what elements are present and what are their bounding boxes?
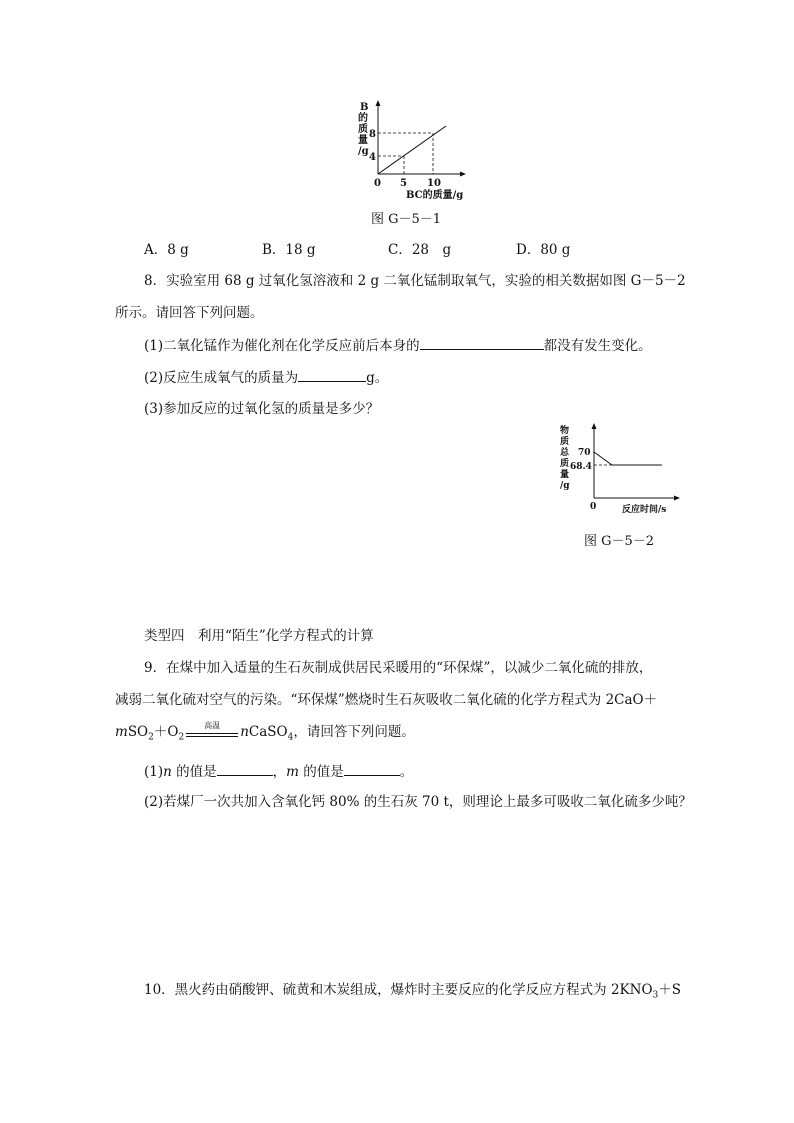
fig1-ylabel-4: /g bbox=[358, 146, 369, 157]
section4-title: 类型四 利用“陌生”化学方程式的计算 bbox=[144, 628, 374, 644]
fig1-xlabel: BC的质量/g bbox=[406, 190, 464, 201]
q8-line2: 所示。请回答下列问题。 bbox=[115, 305, 264, 321]
fig2-ylabel-4: 量 bbox=[560, 470, 570, 480]
q10-line1-sub3: 3 bbox=[652, 990, 659, 1001]
fig2-data-line bbox=[594, 452, 662, 465]
fig2-svg bbox=[556, 422, 684, 518]
fig2-ylabel-5: /g bbox=[560, 481, 570, 491]
fig2-ytick-68-4: 68.4 bbox=[570, 462, 592, 472]
q8-sub1-blank[interactable] bbox=[420, 337, 544, 350]
q9-sub1-blank-n[interactable] bbox=[217, 763, 273, 776]
q10-line1 bbox=[144, 978, 681, 1001]
q9-eq-tail: ，请回答下列问题。 bbox=[293, 724, 415, 740]
q7-option-a: A．8 g bbox=[144, 242, 189, 258]
q8-line1: 8．实验室用 68 g 过氧化氢溶液和 2 g 二氧化锰制取氧气，实验的相关数据如图 G－5－2 bbox=[144, 273, 686, 289]
q8-sub1-text-b: 都没有发生变化。 bbox=[543, 338, 652, 354]
fig1-ylabel-1: 的 bbox=[358, 113, 368, 124]
fig2-ytick-70: 70 bbox=[578, 448, 591, 458]
q9-eq-caso: CaSO bbox=[248, 724, 288, 740]
fig2-xlabel: 反应时间/s bbox=[622, 505, 667, 515]
fig1-ytick-8: 8 bbox=[369, 129, 376, 140]
q8-sub1 bbox=[144, 334, 652, 354]
q9-line1: 9．在煤中加入适量的生石灰制成供居民采暖用的“环保煤”，以减少二氧化硫的排放， bbox=[144, 660, 653, 676]
fig2-y-arrow bbox=[592, 423, 597, 429]
q9-sub1-text-a: (1) bbox=[144, 764, 164, 780]
q9-sub1-text-c: ， bbox=[272, 764, 287, 780]
q10-line1-text-a: 10．黑火药由硝酸钾、硫黄和木炭组成，爆炸时主要反应的化学反应方程式为 2KNO bbox=[144, 982, 653, 998]
q8-sub2-text-b: g。 bbox=[366, 370, 389, 386]
figure-g-5-1 bbox=[350, 96, 480, 206]
q9-sub1 bbox=[144, 760, 413, 780]
q8-sub2 bbox=[144, 366, 388, 386]
fig1-ylabel-0: B bbox=[360, 102, 369, 113]
fig1-xtick-10: 10 bbox=[427, 178, 441, 189]
fig2-origin: 0 bbox=[590, 502, 597, 512]
q8-sub3: (3)参加反应的过氧化氢的质量是多少？ bbox=[144, 401, 380, 417]
q7-option-d: D．80 g bbox=[516, 242, 571, 258]
fig1-svg bbox=[350, 96, 480, 206]
figure-g-5-2 bbox=[556, 422, 684, 518]
fig2-ylabel-0: 物 bbox=[560, 426, 570, 436]
q9-line2: 减弱二氧化硫对空气的污染。“环保煤”燃烧时生石灰吸收二氧化硫的化学方程式为 2CaO＋ bbox=[115, 692, 658, 708]
fig1-ytick-4: 4 bbox=[369, 152, 376, 163]
fig1-ylabel-3: 量 bbox=[358, 135, 368, 146]
q9-sub1-text-d: 的值是 bbox=[298, 764, 344, 780]
fig1-xtick-5: 5 bbox=[400, 178, 407, 189]
q9-sub1-n: n bbox=[163, 764, 172, 780]
fig2-x-arrow bbox=[674, 496, 680, 501]
q8-sub2-text-a: (2)反应生成氧气的质量为 bbox=[144, 370, 299, 386]
q9-eq-sub4: 4 bbox=[287, 732, 294, 743]
q9-eq-condition: 高温 bbox=[204, 720, 221, 730]
fig2-ylabel-3: 质 bbox=[560, 459, 570, 469]
q10-line1-text-b: ＋S bbox=[658, 982, 682, 998]
fig1-origin: 0 bbox=[374, 178, 381, 189]
fig1-y-arrow bbox=[376, 100, 381, 106]
fig2-ylabel-1: 质 bbox=[560, 437, 570, 447]
q9-sub1-text-e: 。 bbox=[399, 764, 414, 780]
q9-sub1-blank-m[interactable] bbox=[344, 763, 400, 776]
fig1-ylabel-2: 质 bbox=[358, 124, 368, 135]
q9-sub1-text-b: 的值是 bbox=[171, 764, 217, 780]
q8-sub1-text-a: (1)二氧化锰作为催化剂在化学反应前后本身的 bbox=[144, 338, 420, 354]
fig2-caption: 图 G－5－2 bbox=[584, 534, 655, 549]
q7-option-c: C．28 g bbox=[388, 242, 452, 258]
q9-eq-plus-o: ＋O bbox=[153, 724, 179, 740]
q9-eq-n: n bbox=[240, 724, 249, 740]
q9-eq-m: m bbox=[115, 724, 128, 740]
q9-eq-sub2b: 2 bbox=[178, 732, 185, 743]
fig2-ylabel-2: 总 bbox=[560, 448, 570, 458]
q9-equation bbox=[115, 720, 415, 743]
q9-sub2: (2)若煤厂一次共加入含氧化钙 80% 的生石灰 70 t，则理论上最多可吸收二氧化硫多少吨？ bbox=[144, 794, 692, 810]
q9-eq-sub2a: 2 bbox=[148, 732, 154, 743]
q9-sub1-m: m bbox=[286, 764, 299, 780]
reaction-equals-sign bbox=[186, 720, 238, 740]
q7-option-b: B．18 g bbox=[262, 242, 316, 258]
fig1-caption: 图 G－5－1 bbox=[371, 212, 442, 227]
q8-sub2-blank[interactable] bbox=[298, 369, 366, 382]
fig1-x-arrow bbox=[460, 172, 466, 177]
q9-eq-so: SO bbox=[127, 724, 149, 740]
